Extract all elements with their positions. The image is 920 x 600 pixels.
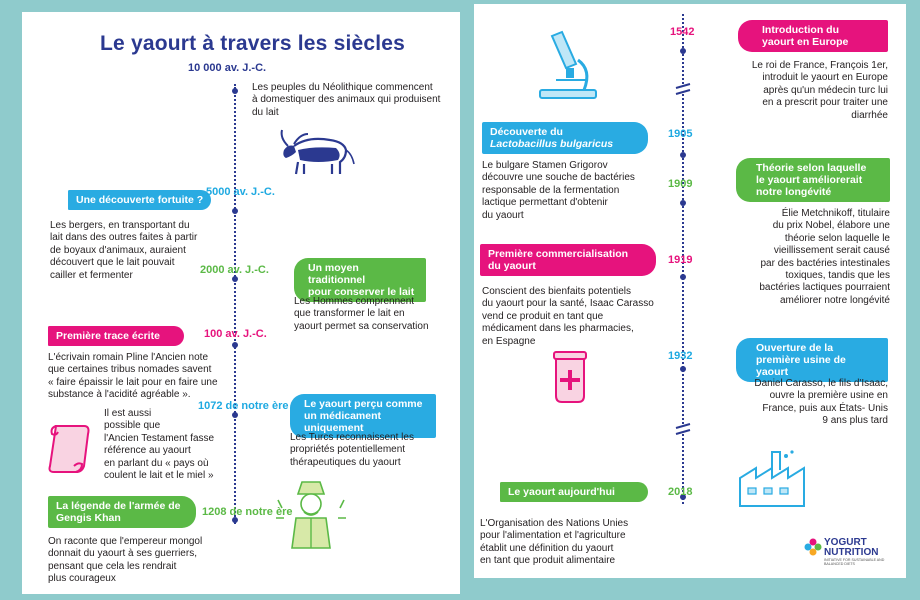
label-premiere-trace: Première trace écrite (48, 326, 184, 346)
timeline-dot (232, 88, 238, 94)
timeline-break-icon (674, 422, 692, 436)
timeline-dot (232, 208, 238, 214)
timeline-dot (232, 342, 238, 348)
date-1905: 1905 (668, 128, 693, 140)
event-text-empereur: On raconte que l'empereur mongol donnait du yaourt à ses guerriers, pensant que cela les rendrait plus courageux (48, 536, 203, 585)
date-1072: 1072 de notre ère (198, 400, 289, 412)
timeline-dot (680, 48, 686, 54)
date-10000: 10 000 av. J.-C. (188, 62, 267, 74)
pharmacy-jar-icon (550, 350, 590, 404)
factory-icon (736, 448, 822, 510)
timeline-dot (680, 200, 686, 206)
event-text-pline: L'écrivain romain Pline l'Ancien note que certaines tribus nomades savent « faire épaissir le lait pour en faire une substance à l'acidité agréable ». (48, 352, 218, 401)
microscope-icon (526, 30, 606, 100)
label-decouverte-fortuite: Une découverte fortuite ? (68, 190, 211, 210)
yak-icon (274, 124, 358, 180)
timeline-dot (680, 366, 686, 372)
timeline-dot (232, 276, 238, 282)
label-medicament: Le yaourt perçu comme un médicament uniquement (290, 394, 436, 438)
label-introduction-europe: Introduction du yaourt en Europe (738, 20, 888, 52)
event-text-conservation: Les Hommes comprennent que transformer le lait en yaourt permet sa conservation (294, 296, 429, 332)
date-2000: 2000 av. J.-C. (200, 264, 269, 276)
mongol-warrior-icon (276, 478, 346, 550)
event-text-carasso: Conscient des bienfaits potentiels du yaourt pour la santé, Isaac Carasso vend ce produit en tant que médicament dans les pharmacies, en Espagne (482, 286, 654, 347)
logo-line-1: YOGURT (824, 537, 867, 548)
logo-subtitle: INITIATIVE FOR SUSTAINABLE AND BALANCED DIETS (824, 558, 885, 566)
event-text-daniel: Daniel Carasso, le fils d'Isaac, ouvre la première usine en France, puis aux États- Unis 9 ans plus tard (754, 378, 888, 427)
timeline-dot (680, 152, 686, 158)
right-panel (474, 4, 906, 578)
flower-logo-icon (804, 538, 822, 558)
date-2018: 2018 (668, 486, 693, 498)
page-title: Le yaourt à travers les siècles (100, 32, 406, 55)
timeline-dot (232, 412, 238, 418)
label-lactobacillus: Découverte du Lactobacillus bulgaricus (482, 122, 648, 154)
label-ouverture-usine: Ouverture de la première usine de yaourt (736, 338, 888, 382)
event-text-bergers: Les bergers, en transportant du lait dans des outres faites à partir de boyaux d'animaux, auraient découvert que le lait pouvait cailler et fermenter (50, 220, 198, 281)
event-text-turcs: Les Turcs reconnaissent les propriétés potentiellement thérapeutiques du yaourt (290, 432, 414, 468)
event-text-ancien-testament: Il est aussi possible que l'Ancien Testament fasse référence au yaourt en parlant du « pays où coulent le lait et le miel » (104, 408, 215, 482)
scroll-icon (48, 422, 94, 474)
label-premiere-commercialisation: Première commercialisation du yaourt (480, 244, 656, 276)
date-100: 100 av. J.-C. (204, 328, 267, 340)
label-aujourdhui: Le yaourt aujourd'hui (500, 482, 648, 502)
event-text-francois: Le roi de France, François 1er, introduit le yaourt en Europe après qu'un médecin turc lui en a prescrit pour traiter une diarrhée (751, 60, 888, 121)
event-text-metchnikoff: Élie Metchnikoff, titulaire du prix Nobel, élabore une théorie selon laquelle le vieillissement serait causé par des bactéries intestinales toxiques, tandis que les bactéries lactiques pourraient améliorer notre longévité (759, 208, 890, 306)
label-theorie-longevite: Théorie selon laquelle le yaourt améliorerait notre longévité (736, 158, 890, 202)
event-text-neolithic: Les peuples du Néolithique commencent à domestiquer des animaux qui produisent du lait (252, 82, 441, 118)
date-1909: 1909 (668, 178, 693, 190)
date-1208: 1208 de notre ère (202, 506, 293, 518)
date-1932: 1932 (668, 350, 693, 362)
timeline-dot (680, 274, 686, 280)
timeline-axis (234, 84, 236, 524)
label-moyen-traditionnel: Un moyen traditionnel pour conserver le lait (294, 258, 426, 302)
timeline-break-icon (674, 82, 692, 96)
event-text-grigorov: Le bulgare Stamen Grigorov découvre une souche de bactéries responsable de la fermentation lactique permettant d'obtenir du yaourt (482, 160, 635, 221)
left-panel (22, 12, 460, 594)
event-text-onu: L'Organisation des Nations Unies pour l'alimentation et l'agriculture établit une définition du yaourt en tant que produit alimentaire (480, 518, 629, 567)
date-1542: 1542 (670, 26, 695, 38)
date-1919: 1919 (668, 254, 693, 266)
label-gengis-khan: La légende de l'armée de Gengis Khan (48, 496, 196, 528)
logo-line-2: NUTRITION (824, 547, 879, 558)
date-5000: 5000 av. J.-C. (206, 186, 275, 198)
